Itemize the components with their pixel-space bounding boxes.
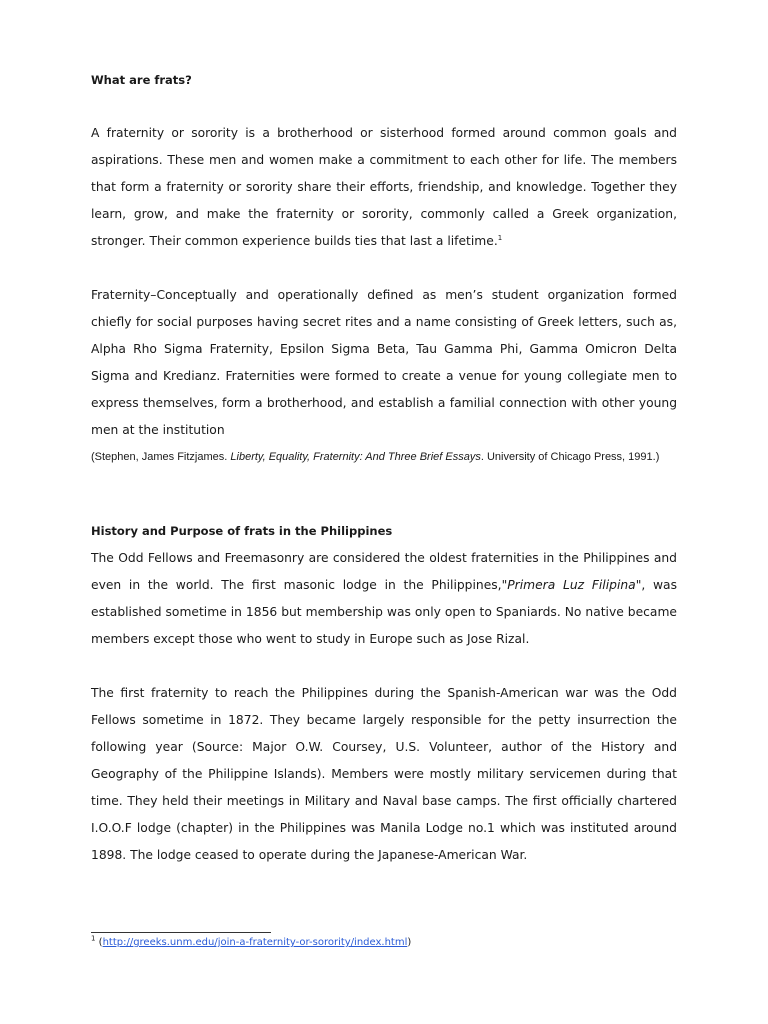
paragraph-definition	[91, 120, 677, 255]
paragraph-fraternity: Fraternity–Conceptually and operationally defined as men’s student organization formed chiefly for social purposes having secret rites and a name consisting of Greek letters, such as, Alpha Rho Sigma Fraternity, Epsilon Sigma Beta, Tau Gamma Phi, Gamma Omicron Delta Sigma and Kredianz. Fraternities were formed to create a venue for young collegiate men to express themselves, form a brotherhood, and establish a familial connection with other young men at the institution	[91, 288, 677, 437]
footnote-open-paren: (	[95, 937, 103, 948]
footnote-close-paren: )	[407, 937, 412, 948]
citation-title: Liberty, Equality, Fraternity: And Three Brief Essays	[230, 451, 481, 463]
paragraph-definition-text: A fraternity or sorority is a brotherhood or sisterhood formed around common goals and aspirations. These men and women make a commitment to each other for life. The members that form a fraternity or sorority share their efforts, friendship, and knowledge. Together they learn, grow, and make the fraternity or sorority, commonly called a Greek organization, stronger. Their common experience builds ties that last a lifetime.	[91, 126, 677, 248]
primera-luz-filipina: "Primera Luz Filipina"	[501, 578, 642, 592]
heading-history: History and Purpose of frats in the Philippines	[91, 524, 393, 538]
citation-suffix: . University of Chicago Press, 1991.)	[480, 451, 660, 463]
heading-what-are-frats: What are frats?	[91, 73, 192, 87]
footnote	[91, 936, 411, 950]
citation	[91, 446, 677, 469]
footnote-separator	[91, 932, 271, 933]
citation-prefix: (Stephen, James Fitzjames.	[91, 451, 231, 463]
paragraph-odd-fellows-text-b: , was established sometime in 1856 but membership was only open to Spaniards. No native became members except those who went to study in Europe such as Jose Rizal.	[91, 578, 677, 646]
footnote-link[interactable]: http://greeks.unm.edu/join-a-fraternity-or-sorority/index.html	[102, 937, 408, 948]
paragraph-first-fraternity: The first fraternity to reach the Philippines during the Spanish-American war was the Odd Fellows sometime in 1872. They became largely responsible for the petty insurrection the following year (Source: Major O.W. Coursey, U.S. Volunteer, author of the History and Geography of the Philippine Islands). Members were mostly military servicemen during that time. They held their meetings in Military and Naval base camps. The first officially chartered I.O.O.F lodge (chapter) in the Philippines was Manila Lodge no.1 which was instituted around 1898. The lodge ceased to operate during the Japanese-American War.	[91, 686, 677, 862]
paragraph-odd-fellows-text-a: The Odd Fellows and Freemasonry are considered the oldest fraternities in the Philippines and even in the world. The first masonic lodge in the Philippines,	[91, 551, 677, 592]
footnote-ref[interactable]: 1	[497, 233, 503, 242]
footnote-number: 1	[91, 934, 96, 943]
paragraph-odd-fellows	[91, 545, 677, 653]
